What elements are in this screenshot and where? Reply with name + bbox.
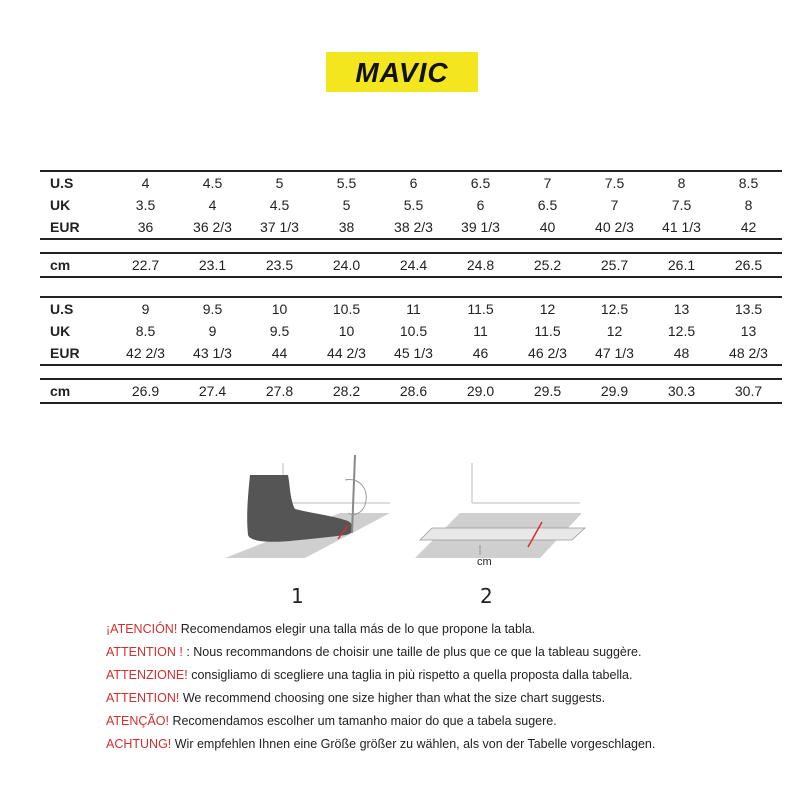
size-cell: 6.5 (447, 171, 514, 194)
row-gap (40, 365, 782, 379)
size-cell: 36 2/3 (179, 216, 246, 239)
size-cell: 8.5 (135, 323, 156, 339)
size-cell: 12 (606, 323, 623, 339)
size-cell: 30.3 (648, 379, 715, 403)
size-cell: 10.5 (399, 323, 428, 339)
size-cell: 48 (648, 342, 715, 365)
size-cell: 40 2/3 (581, 216, 648, 239)
size-cell: 37 1/3 (246, 216, 313, 239)
size-cell: 11.5 (534, 323, 561, 339)
size-cell: 26.9 (112, 379, 179, 403)
size-cell: 4 (112, 171, 179, 194)
size-cell: 26.5 (715, 253, 782, 277)
size-cell: 48 2/3 (715, 342, 782, 365)
size-row-cm (40, 379, 782, 403)
size-chart-table (40, 170, 782, 404)
size-cell: 9 (208, 323, 217, 339)
warning-line (106, 668, 632, 682)
size-cell: 12 (514, 297, 581, 320)
size-row-uk (40, 320, 782, 342)
size-chart (40, 170, 782, 404)
foot-icon (247, 475, 353, 542)
warning-keyword: ATTENZIONE! (106, 668, 188, 682)
size-cell: 9.5 (269, 323, 290, 339)
size-cell: 27.8 (246, 379, 313, 403)
row-label: EUR (40, 342, 112, 365)
size-row-us (40, 297, 782, 320)
size-cell: 29.0 (447, 379, 514, 403)
warning-line (106, 714, 557, 728)
size-cell: 26.1 (648, 253, 715, 277)
size-cell: 38 2/3 (380, 216, 447, 239)
size-cell: 9.5 (179, 297, 246, 320)
size-cell: 40 (514, 216, 581, 239)
size-cell: 6 (476, 197, 485, 213)
size-cell: 7.5 (671, 197, 692, 213)
size-cell: 3.5 (135, 197, 156, 213)
row-label: cm (40, 379, 112, 403)
warning-keyword: ATTENTION ! (106, 645, 187, 659)
size-cell: 12.5 (581, 297, 648, 320)
warning-keyword: ATTENTION! (106, 691, 180, 705)
size-cell: 7 (514, 171, 581, 194)
size-cell: 41 1/3 (648, 216, 715, 239)
size-row-eur (40, 216, 782, 239)
size-cell: 46 2/3 (514, 342, 581, 365)
foot-measurement-illustration (210, 455, 600, 615)
size-cell: 25.2 (514, 253, 581, 277)
size-cell: 42 (715, 216, 782, 239)
warning-text: : Nous recommandons de choisir une taille de plus que ce que la tableau suggère. (186, 645, 642, 659)
size-cell: 5 (342, 197, 351, 213)
size-cell: 39 1/3 (447, 216, 514, 239)
warning-text: Wir empfehlen Ihnen eine Größe größer zu wählen, als von der Tabelle vorgeschlagen. (171, 737, 656, 751)
size-cell: 13 (648, 297, 715, 320)
row-label: cm (40, 253, 112, 277)
size-cell: 6.5 (537, 197, 558, 213)
size-cell: 23.5 (246, 253, 313, 277)
size-cell: 24.8 (447, 253, 514, 277)
step-number-2: 2 (480, 584, 493, 608)
size-cell: 30.7 (715, 379, 782, 403)
size-cell: 36 (112, 216, 179, 239)
size-cell: 11.5 (447, 297, 514, 320)
warning-line (106, 691, 605, 705)
row-gap (40, 277, 782, 297)
size-cell: 46 (447, 342, 514, 365)
cm-label: cm (477, 556, 492, 568)
size-row-cm (40, 253, 782, 277)
size-cell: 9 (112, 297, 179, 320)
warning-keyword: ACHTUNG! (106, 737, 172, 751)
size-cell: 5 (246, 171, 313, 194)
size-cell: 44 (246, 342, 313, 365)
hand-icon (345, 480, 366, 515)
size-cell: 10.5 (313, 297, 380, 320)
size-cell: 43 1/3 (179, 342, 246, 365)
size-cell: 38 (313, 216, 380, 239)
size-cell: 4 (208, 197, 217, 213)
size-row-eur (40, 342, 782, 365)
size-cell: 8 (648, 171, 715, 194)
warning-line (106, 737, 655, 751)
size-cell: 22.7 (112, 253, 179, 277)
warning-text: consigliamo di scegliere una taglia in più rispetto a quella proposta dalla tabella. (187, 668, 633, 682)
mavic-logo (326, 52, 478, 92)
warning-line (106, 645, 641, 659)
size-cell: 25.7 (581, 253, 648, 277)
row-gap (40, 239, 782, 253)
size-cell: 28.2 (313, 379, 380, 403)
size-cell: 5.5 (313, 171, 380, 194)
warning-text: Recomendamos elegir una talla más de lo que propone la tabla. (177, 622, 536, 636)
size-cell: 29.9 (581, 379, 648, 403)
size-cell: 4.5 (179, 171, 246, 194)
step-number-1: 1 (291, 584, 304, 608)
row-label: U.S (40, 171, 112, 194)
warning-keyword: ¡ATENCIÓN! (106, 622, 178, 636)
size-cell: 24.0 (313, 253, 380, 277)
size-cell: 4.5 (269, 197, 290, 213)
warning-line (106, 622, 535, 636)
size-cell: 42 2/3 (112, 342, 179, 365)
size-cell: 8 (744, 197, 753, 213)
size-cell: 47 1/3 (581, 342, 648, 365)
row-label: UK (50, 323, 71, 339)
ruler-icon (420, 528, 585, 540)
size-cell: 12.5 (667, 323, 696, 339)
warning-text: We recommend choosing one size higher than what the size chart suggests. (179, 691, 606, 705)
size-cell: 6 (380, 171, 447, 194)
size-cell: 11 (473, 323, 488, 339)
size-cell: 8.5 (715, 171, 782, 194)
size-row-us (40, 171, 782, 194)
row-label: EUR (40, 216, 112, 239)
size-cell: 7 (610, 197, 619, 213)
size-cell: 10 (246, 297, 313, 320)
warning-keyword: ATENÇÃO! (106, 714, 169, 728)
row-label: U.S (40, 297, 112, 320)
size-cell: 45 1/3 (380, 342, 447, 365)
row-label: UK (50, 197, 71, 213)
size-cell: 5.5 (403, 197, 424, 213)
size-cell: 24.4 (380, 253, 447, 277)
size-cell: 11 (380, 297, 447, 320)
size-cell: 13.5 (715, 297, 782, 320)
size-cell: 28.6 (380, 379, 447, 403)
size-cell: 13 (740, 323, 757, 339)
warning-text: Recomendamos escolher um tamanho maior do que a tabela sugere. (168, 714, 557, 728)
size-row-uk (40, 194, 782, 216)
size-cell: 27.4 (179, 379, 246, 403)
size-cell: 23.1 (179, 253, 246, 277)
size-cell: 7.5 (581, 171, 648, 194)
size-cell: 29.5 (514, 379, 581, 403)
size-cell: 10 (338, 323, 355, 339)
brand-name: MAVIC (355, 57, 449, 88)
mavic-logo-mark (326, 52, 478, 92)
size-cell: 44 2/3 (313, 342, 380, 365)
